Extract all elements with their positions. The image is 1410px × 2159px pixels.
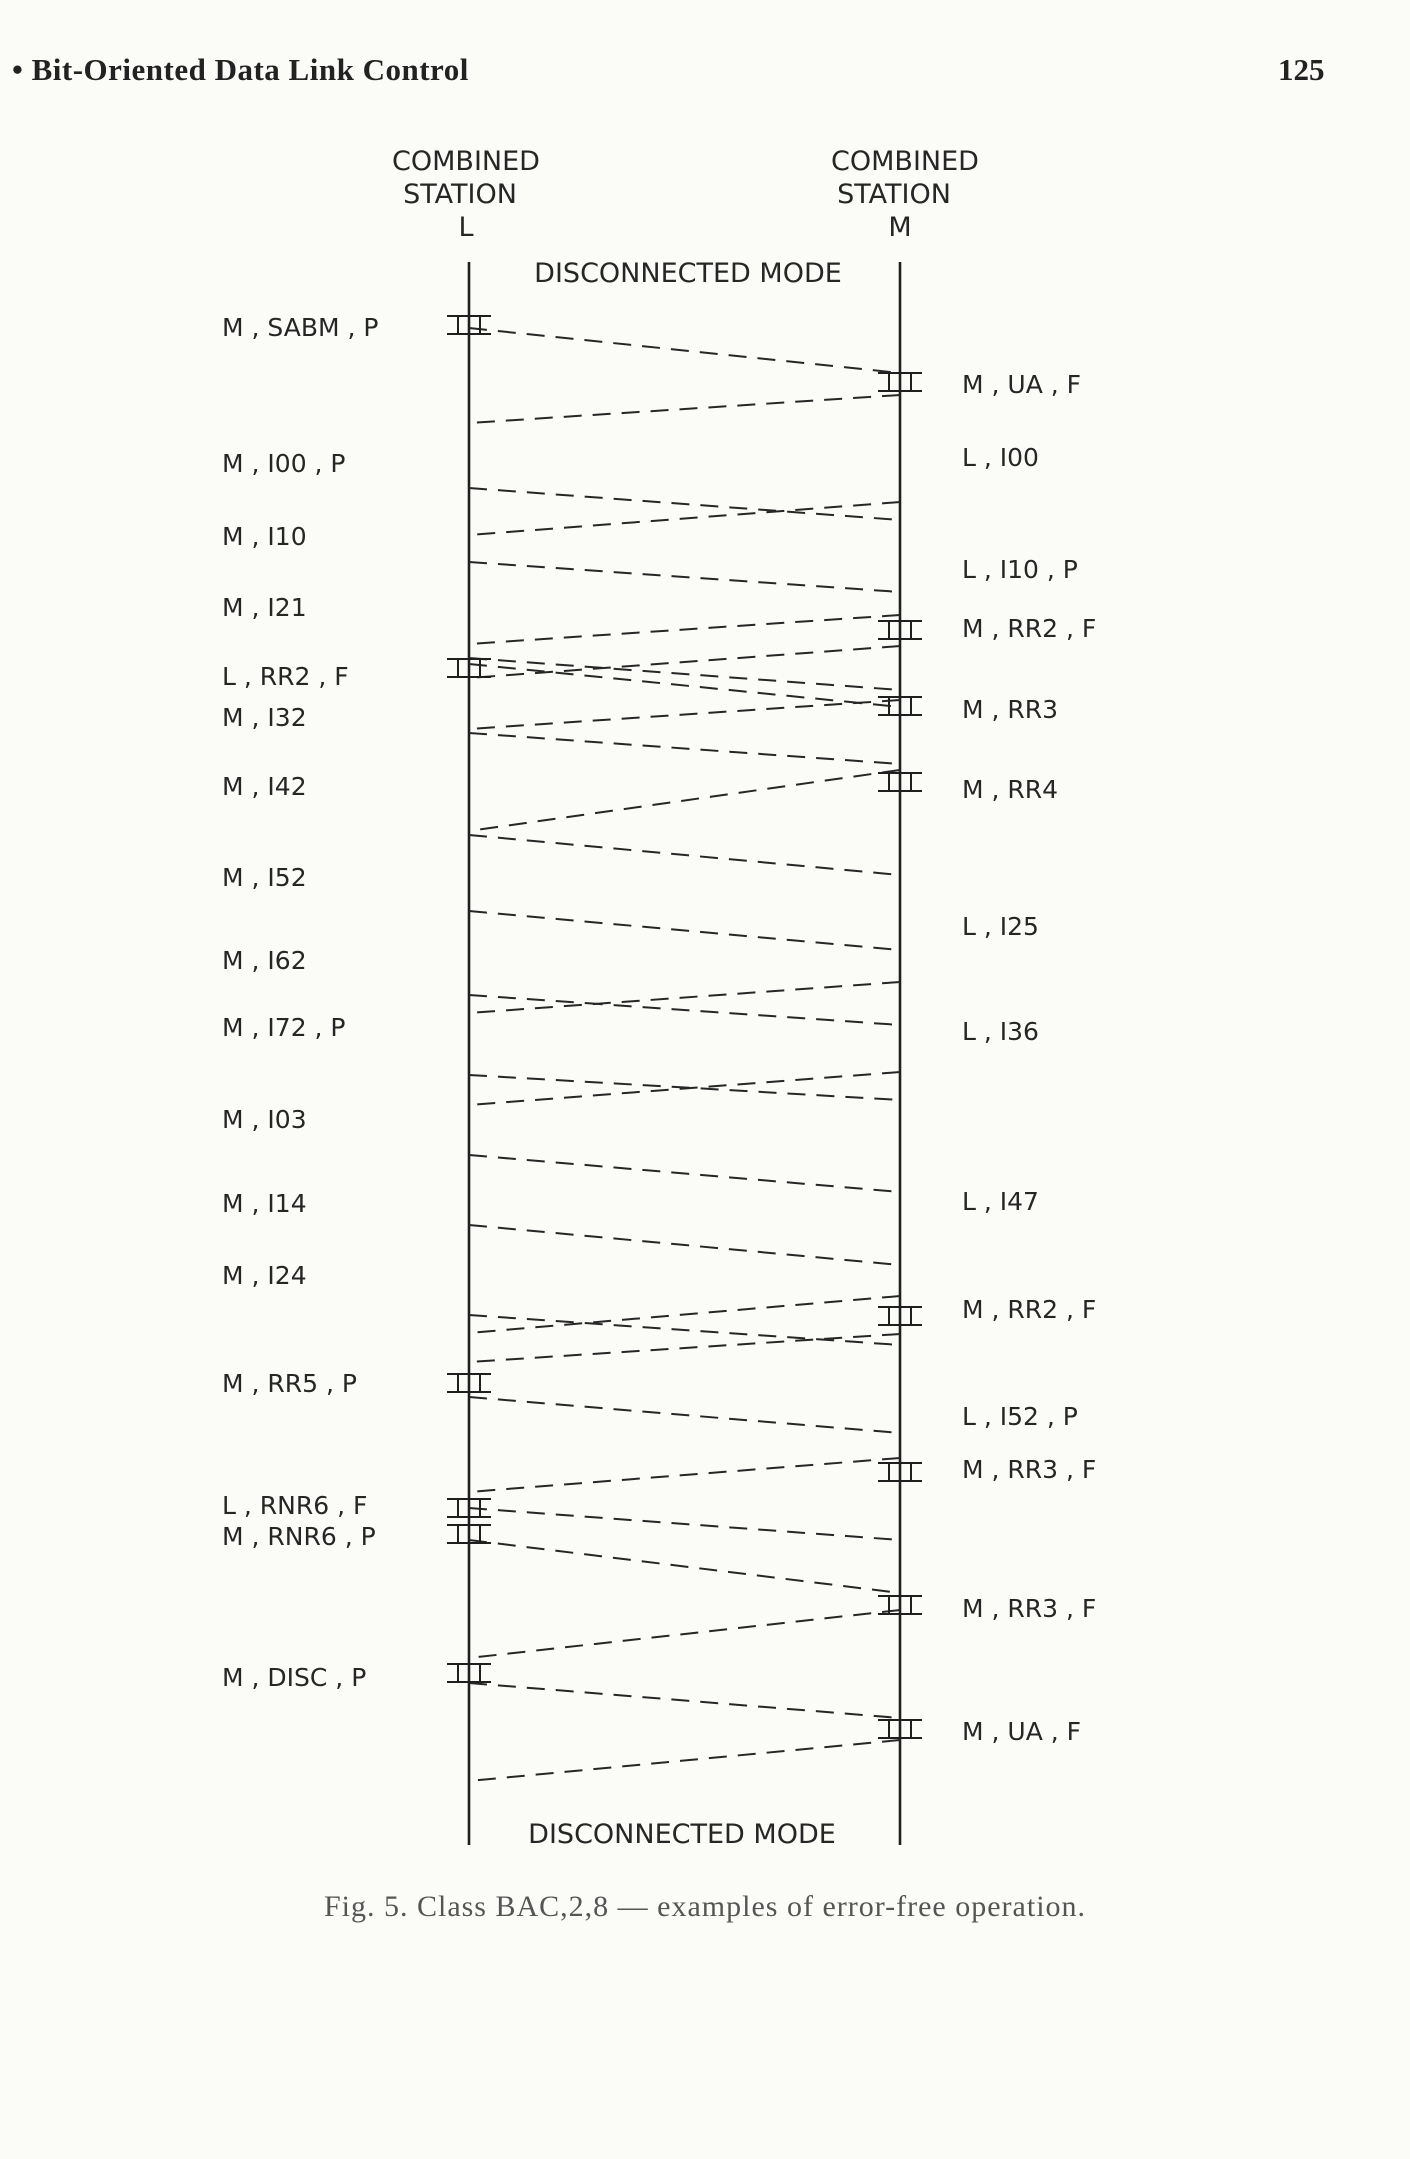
frame-label-left: M , I32 bbox=[222, 703, 307, 732]
frame-label-right: M , RR2 , F bbox=[962, 1295, 1097, 1324]
left-station-line1: COMBINED bbox=[392, 146, 540, 177]
frame-label-left: M , I72 , P bbox=[222, 1013, 346, 1042]
frame-label-left: M , I10 bbox=[222, 522, 307, 551]
frame-arrow bbox=[469, 664, 900, 707]
frame-arrow bbox=[469, 502, 900, 535]
frame-label-left: M , I62 bbox=[222, 946, 307, 975]
frame-arrow bbox=[469, 911, 900, 950]
frame-arrow bbox=[469, 328, 900, 373]
frame-arrow bbox=[469, 700, 900, 729]
right-station-line2: STATION bbox=[837, 179, 951, 210]
frame-label-left: M , RNR6 , P bbox=[222, 1522, 376, 1551]
frame-label-left: M , I24 bbox=[222, 1261, 307, 1290]
mode-bottom: DISCONNECTED MODE bbox=[528, 1819, 836, 1850]
frame-arrow bbox=[469, 488, 900, 520]
frame-arrow bbox=[469, 1540, 900, 1593]
frame-label-right: M , RR3 , F bbox=[962, 1455, 1097, 1484]
frame-arrow bbox=[469, 1315, 900, 1345]
frame-arrow bbox=[469, 562, 900, 592]
frame-label-right: L , I47 bbox=[962, 1187, 1039, 1216]
frame-label-left: M , I42 bbox=[222, 772, 307, 801]
frame-arrow bbox=[469, 395, 900, 423]
frame-arrow bbox=[469, 1610, 900, 1658]
frame-arrow bbox=[469, 982, 900, 1013]
frame-label-right: L , I00 bbox=[962, 443, 1039, 472]
frame-label-left: M , I00 , P bbox=[222, 449, 346, 478]
frame-arrow bbox=[469, 1296, 900, 1333]
frame-label-right: M , UA , F bbox=[962, 370, 1082, 399]
frame-label-left: M , DISC , P bbox=[222, 1663, 367, 1692]
frame-label-right: M , RR2 , F bbox=[962, 614, 1097, 643]
frame-arrow bbox=[469, 835, 900, 875]
frame-label-left: M , I03 bbox=[222, 1105, 307, 1134]
frame-label-right: L , I25 bbox=[962, 912, 1039, 941]
frame-label-left: L , RR2 , F bbox=[222, 662, 349, 691]
frame-label-left: M , I52 bbox=[222, 863, 307, 892]
frame-arrow bbox=[469, 1458, 900, 1492]
frame-arrow bbox=[469, 1334, 900, 1362]
frame-arrow bbox=[469, 995, 900, 1025]
left-station-id: L bbox=[458, 212, 474, 243]
frame-arrow bbox=[469, 1508, 900, 1540]
frame-arrow bbox=[469, 1225, 900, 1265]
frame-label-right: L , I36 bbox=[962, 1017, 1039, 1046]
frame-label-right: L , I10 , P bbox=[962, 555, 1078, 584]
frame-label-right: M , RR3 , F bbox=[962, 1594, 1097, 1623]
frame-label-left: L , RNR6 , F bbox=[222, 1491, 368, 1520]
running-header: • Bit-Oriented Data Link Control bbox=[12, 52, 469, 87]
figure-caption: Fig. 5. Class BAC,2,8 — examples of error-free operation. bbox=[323, 1890, 1087, 1923]
frame-label-right: L , I52 , P bbox=[962, 1402, 1078, 1431]
frame-arrow bbox=[469, 1683, 900, 1718]
frame-label-right: M , UA , F bbox=[962, 1717, 1082, 1746]
mode-top: DISCONNECTED MODE bbox=[534, 258, 842, 289]
frame-arrow bbox=[469, 733, 900, 764]
frame-label-right: M , RR4 bbox=[962, 775, 1059, 804]
right-station-line1: COMBINED bbox=[831, 146, 979, 177]
frame-arrow bbox=[469, 1155, 900, 1192]
frame-arrow bbox=[469, 1740, 900, 1781]
page-number: 125 bbox=[1278, 52, 1325, 87]
left-station-line2: STATION bbox=[403, 179, 517, 210]
frame-arrow bbox=[469, 770, 900, 831]
frame-arrow bbox=[469, 1072, 900, 1105]
frame-arrow bbox=[469, 1397, 900, 1433]
frame-label-left: M , I14 bbox=[222, 1189, 307, 1218]
frame-label-left: M , SABM , P bbox=[222, 313, 379, 342]
right-station-id: M bbox=[888, 212, 912, 243]
frame-label-right: M , RR3 bbox=[962, 695, 1059, 724]
frame-label-left: M , I21 bbox=[222, 593, 307, 622]
frame-label-left: M , RR5 , P bbox=[222, 1369, 357, 1398]
frame-arrow bbox=[469, 615, 900, 644]
